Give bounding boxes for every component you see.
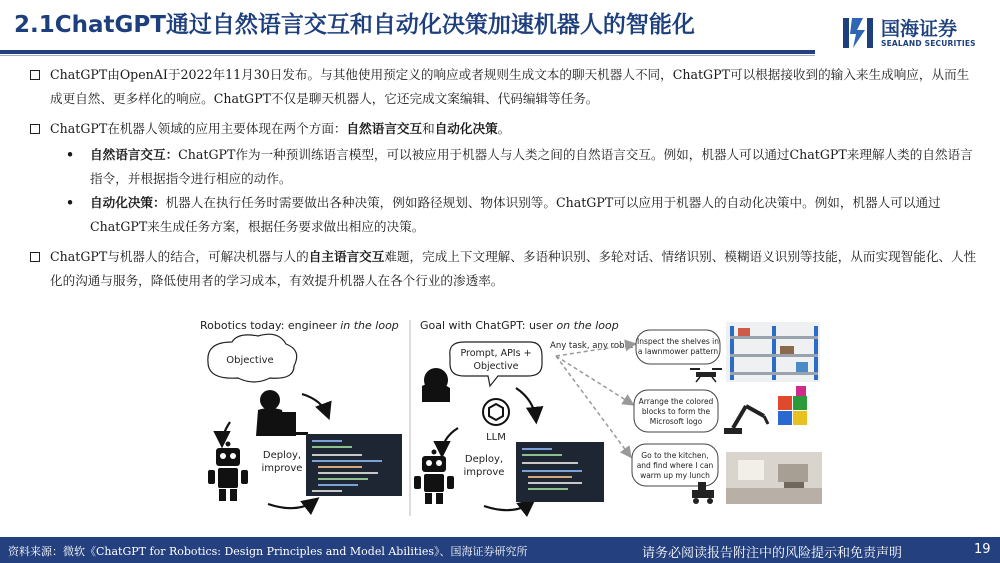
paragraph-1 — [30, 63, 980, 111]
footer-source: 资料来源：微软《ChatGPT for Robotics: Design Principles and Model Abilities》、国海证券研究所 — [8, 545, 528, 558]
bullet-1-text: ChatGPT作为一种预训练语言模型，可以被应用于机器人与人类之间的自然语言交互。例如，机器人可以通过ChatGPT来理解人类的自然语言指令，并根据指令进行相应的动作。 — [90, 147, 973, 186]
openai-logo-icon — [483, 399, 509, 425]
square-bullet-icon — [30, 70, 40, 80]
square-bullet-icon — [30, 252, 40, 262]
objective-bubble — [208, 334, 297, 382]
paragraph-2-bold-2: 自动化决策 — [434, 121, 498, 136]
paragraph-2-before: ChatGPT在机器人领域的应用主要体现在两个方面： — [50, 121, 347, 136]
sealand-logo-icon — [843, 16, 875, 50]
deploy-label-right: Deploy, — [464, 454, 504, 465]
objective-label: Objective — [226, 355, 274, 366]
page-title: 2.1ChatGPT通过自然语言交互和自动化决策加速机器人的智能化 — [14, 12, 695, 38]
svg-text:warm up my lunch: warm up my lunch — [640, 471, 710, 480]
improve-label-left: improve — [261, 463, 303, 474]
prompt-line-2: Objective — [473, 361, 519, 372]
svg-text:Arrange the colored: Arrange the colored — [638, 397, 714, 406]
paragraph-1-text: ChatGPT由OpenAI于2022年11月30日发布。与其他使用预定义的响应或者规则生成文本的聊天机器人不同，ChatGPT可以根据接收到的输入来生成响应，从而生成更自然、更多样化的响应。ChatGPT不仅是聊天机器人，它还完成文案编辑、代码编辑等任务。 — [50, 67, 970, 106]
bullet-1-bold: 自然语言交互： — [90, 147, 179, 162]
svg-text:Microsoft logo: Microsoft logo — [649, 417, 703, 426]
bullet-2-text: 机器人在执行任务时需要做出各种决策，例如路径规划、物体识别等。ChatGPT可以应用于机器人的自动化决策中。例如，机器人可以通过ChatGPT来生成任务方案，根据任务要求做出相应的决策。 — [90, 195, 941, 234]
logo-text-en: SEALAND SECURITIES — [881, 39, 976, 48]
page-number: 19 — [974, 542, 991, 557]
engineer-icon — [256, 390, 308, 436]
header-rule — [0, 50, 815, 54]
svg-text:a lawnmower pattern: a lawnmower pattern — [637, 347, 719, 356]
robot-icon-right — [414, 450, 454, 505]
sealand-logo — [843, 10, 993, 54]
colored-blocks-image — [778, 386, 807, 425]
prompt-bubble — [450, 342, 542, 386]
svg-text:blocks to form the: blocks to form the — [641, 407, 711, 416]
paragraph-3-after: 难题，完成上下文理解、多语种识别、多轮对话、情绪识别、模糊语义识别等技能，从而实现智能化、人性化的沟通与服务，降低使用者的学习成本，有效提升机器人在各个行业的渗透率。 — [50, 249, 977, 288]
prompt-line-1: Prompt, APIs + — [460, 348, 532, 359]
paragraph-2 — [30, 117, 980, 141]
footer-disclaimer: 请务必阅读报告附注中的风险提示和免责声明 — [642, 546, 903, 561]
paragraph-3-bold: 自主语言交互 — [308, 249, 385, 264]
code-editor-left — [306, 434, 402, 496]
llm-label: LLM — [486, 432, 506, 443]
bullet-2 — [30, 191, 980, 239]
shelves-photo — [726, 322, 820, 382]
bullet-dot-icon: • — [66, 195, 75, 210]
footer-bar — [0, 537, 1000, 563]
bullet-2-bold: 自动化决策： — [90, 195, 166, 210]
drone-icon — [690, 368, 722, 382]
any-task-label: Any task, any robot — [550, 341, 633, 351]
improve-label-right: improve — [463, 467, 505, 478]
svg-text:Inspect the shelves in: Inspect the shelves in — [637, 337, 719, 346]
robotics-figure — [198, 316, 824, 520]
square-bullet-icon — [30, 124, 40, 134]
figure-drawing — [198, 316, 824, 520]
kitchen-photo — [726, 452, 822, 504]
code-editor-right — [516, 442, 604, 502]
task-bubble-3 — [632, 444, 718, 486]
paragraph-3-text: ChatGPT与机器人的结合，可解决机器与人的 — [50, 249, 309, 264]
paragraph-2-mid: 和 — [422, 121, 435, 136]
logo-text-cn: 国海证券 — [881, 18, 958, 40]
svg-text:and find where I can: and find where I can — [636, 461, 714, 470]
figure-left-title: Robotics today: engineer in the loop — [200, 319, 399, 332]
svg-text:Go to the kitchen,: Go to the kitchen, — [641, 451, 709, 460]
deploy-label-left: Deploy, — [262, 450, 302, 461]
bullet-dot-icon: • — [66, 147, 75, 162]
content-body — [30, 63, 980, 299]
paragraph-3 — [30, 245, 980, 293]
paragraph-2-bold-1: 自然语言交互 — [346, 121, 423, 136]
figure-right-title: Goal with ChatGPT: user on the loop — [420, 319, 619, 332]
header-rule-thin — [0, 55, 815, 56]
robot-arm-icon — [724, 406, 768, 434]
robot-icon-left — [208, 442, 248, 502]
user-icon — [422, 368, 450, 402]
bullet-1 — [30, 143, 980, 191]
paragraph-2-after: 。 — [497, 121, 511, 136]
task-bubble-2 — [634, 390, 718, 432]
task-bubble-1 — [636, 330, 720, 364]
